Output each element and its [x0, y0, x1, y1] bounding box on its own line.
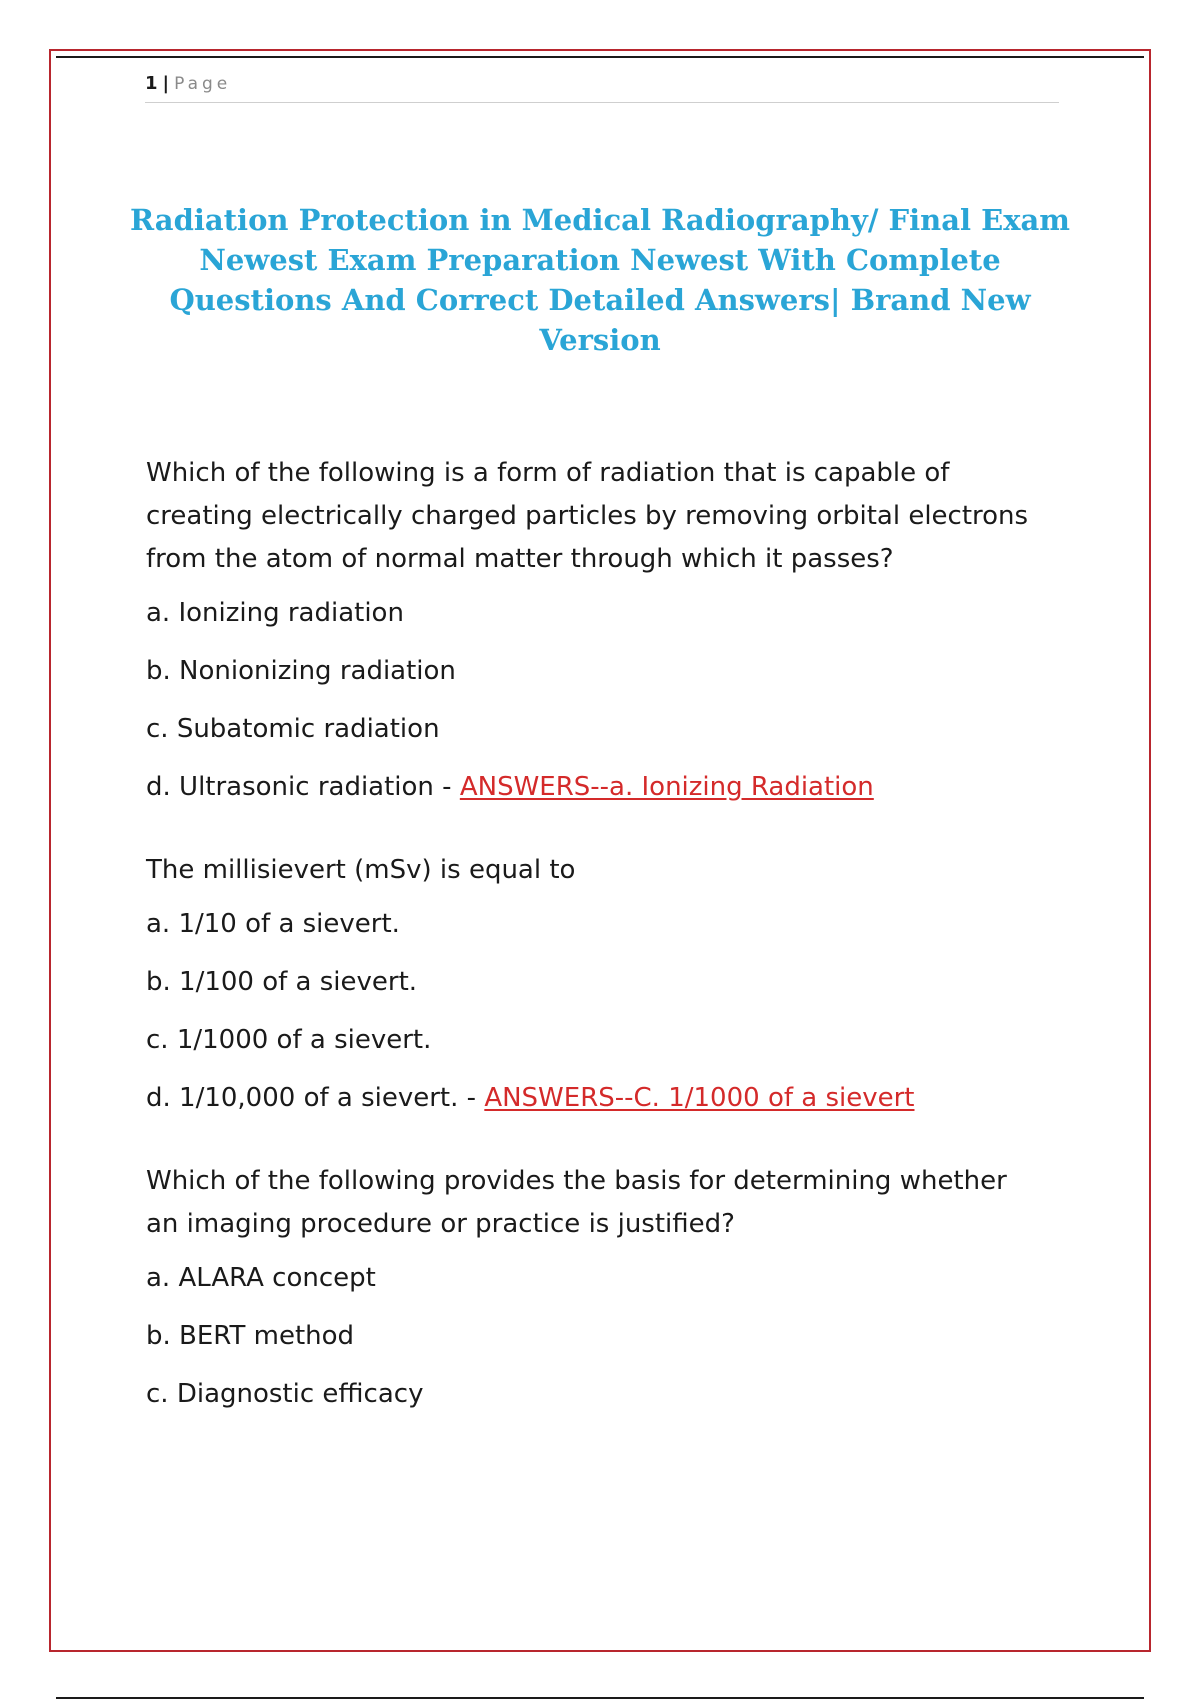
- answer-text: ANSWERS--a. Ionizing Radiation: [459, 772, 874, 802]
- option-c: c. 1/1000 of a sievert.: [146, 1025, 432, 1055]
- option-b: b. Nonionizing radiation: [146, 656, 456, 686]
- option-d-row: [146, 769, 1046, 805]
- option-d: d. 1/10,000 of a sievert. -: [146, 1083, 485, 1113]
- page-separator: |: [162, 73, 170, 94]
- answer-text: ANSWERS--C. 1/1000 of a sievert: [484, 1083, 915, 1113]
- page-header: [145, 72, 1059, 103]
- question-text: Which of the following provides the basis for determining whether an imaging procedure or practice is justified?: [146, 1166, 1007, 1239]
- option-b: b. BERT method: [146, 1321, 355, 1351]
- option-c: c. Subatomic radiation: [146, 714, 440, 744]
- questions-list: [146, 452, 1046, 1456]
- option-b: b. 1/100 of a sievert.: [146, 967, 418, 997]
- option-a: a. 1/10 of a sievert.: [146, 909, 400, 939]
- page-number: 1: [145, 73, 158, 94]
- option-d: d. Ultrasonic radiation -: [146, 772, 460, 802]
- question-1: [146, 452, 1046, 805]
- bottom-rule: [56, 1697, 1144, 1699]
- top-rule: [56, 56, 1144, 58]
- option-c: c. Diagnostic efficacy: [146, 1379, 424, 1409]
- question-3: [146, 1160, 1046, 1412]
- option-a: a. Ionizing radiation: [146, 598, 404, 628]
- page-label: Page: [174, 74, 232, 94]
- question-2: [146, 849, 1046, 1116]
- question-text: Which of the following is a form of radiation that is capable of creating electrically charged particles by removing orbital electrons from the atom of normal matter through which it passes?: [146, 458, 1029, 574]
- question-text: The millisievert (mSv) is equal to: [146, 855, 576, 885]
- option-d-row: [146, 1080, 1046, 1116]
- document-title: Radiation Protection in Medical Radiography/ Final Exam Newest Exam Preparation Newest With Complete Questions And Correct Detailed Answers| Brand New Version: [130, 203, 1070, 357]
- option-a: a. ALARA concept: [146, 1263, 376, 1293]
